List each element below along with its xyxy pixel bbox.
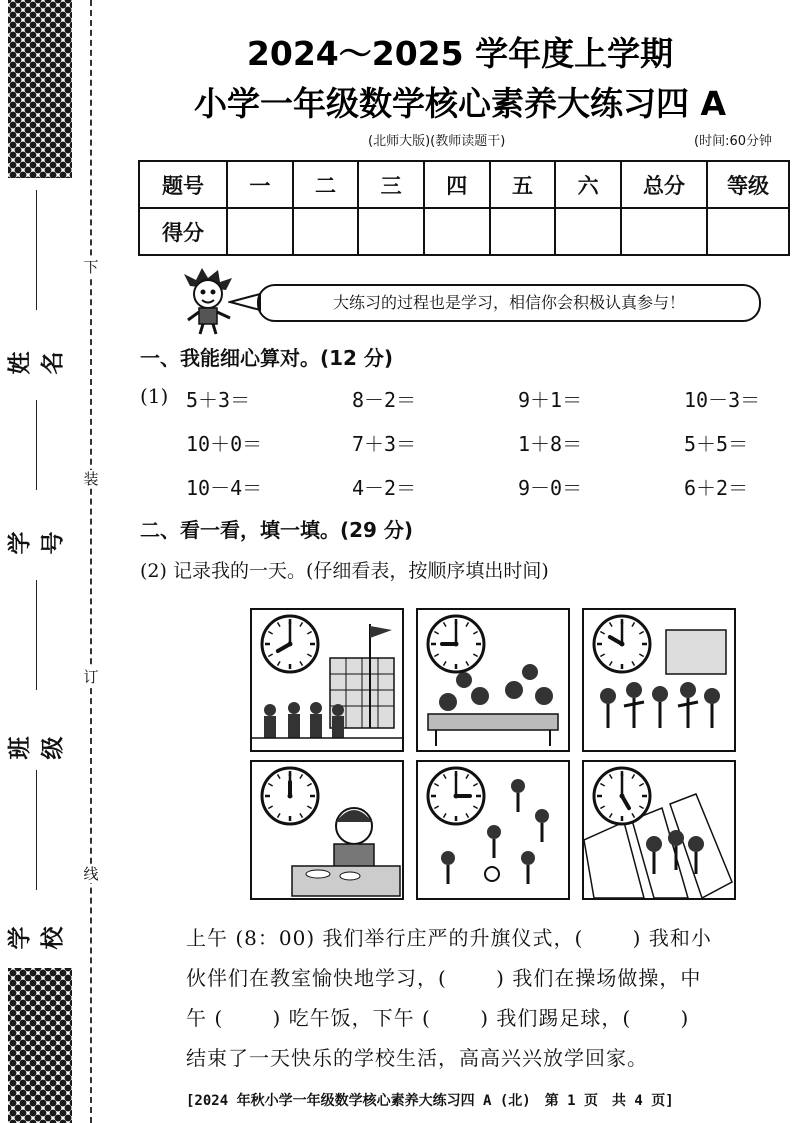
equation: 5＋5＝ [684,432,749,456]
equation: 7＋3＝ [352,432,417,456]
clock-icon [262,616,318,672]
score-table [138,160,790,256]
score-header-cell: 等级 [707,161,789,208]
school-blank [36,770,37,890]
class-blank [36,580,37,690]
clock-icon [594,768,650,824]
cut-mark-1: 下 [83,258,99,276]
id-blank [36,400,37,490]
story-line-4: 结束了一天快乐的学校生活，高高兴兴放学回家。 [186,1046,648,1070]
score-header-cell: 二 [293,161,359,208]
score-header-cell: 四 [424,161,490,208]
scene-lunch [250,760,404,900]
score-input-cell[interactable] [555,208,621,255]
clock-icon [428,616,484,672]
page-footer: [2024 年秋小学一年级数学核心素养大练习四 A (北) 第 1 页 共 4 页] [186,1093,674,1109]
equation: 10－4＝ [186,476,263,500]
page-title: 2024～2025 学年度上学期 [246,34,674,73]
scene-going-home [582,760,736,900]
question-number: (1) [140,384,169,408]
story-line-2: 伙伴们在教室愉快地学习，( ) 我们在操场做操，中 [186,966,702,990]
equation: 8－2＝ [352,388,417,412]
equation: 9－0＝ [518,476,583,500]
score-header-cell: 六 [555,161,621,208]
score-input-cell[interactable] [424,208,490,255]
time-note: (时间:60分钟 [694,134,772,149]
equation: 10＋0＝ [186,432,263,456]
binding-pattern-bottom [8,968,72,1123]
score-input-cell[interactable] [707,208,789,255]
equation: 10－3＝ [684,388,761,412]
score-input-cell[interactable] [293,208,359,255]
scene-exercise [582,608,736,752]
score-header-cell: 三 [358,161,424,208]
encouragement-bubble: 大练习的过程也是学习，相信你会积极认真参与！ [257,284,761,322]
score-row-label: 得分 [139,208,227,255]
clock-icon [594,616,650,672]
school-label: 学校 [7,926,66,950]
cut-line [90,0,92,1123]
binding-pattern-top [8,0,72,178]
scene-football [416,760,570,900]
section1-title: 一、我能细心算对。(12 分) [140,346,394,370]
id-label: 学号 [7,531,66,555]
cut-mark-2: 装 [83,470,99,488]
equation: 5＋3＝ [186,388,251,412]
section2-title: 二、看一看，填一填。(29 分) [140,518,414,542]
story-line-3: 午 ( ) 吃午饭，下午 ( ) 我们踢足球，( ) [186,1006,690,1030]
name-label: 姓名 [7,351,66,375]
scene-flag-raising [250,608,404,752]
class-label: 班级 [7,736,66,760]
score-input-cell[interactable] [490,208,556,255]
clock-icon [428,768,484,824]
clock-icon [262,768,318,824]
equation: 6＋2＝ [684,476,749,500]
equation: 4－2＝ [352,476,417,500]
edition-note: (北师大版)(教师读题干) [368,134,506,149]
page-subtitle: 小学一年级数学核心素养大练习四 A [193,84,727,123]
score-header-cell: 总分 [621,161,707,208]
name-blank [36,190,37,310]
score-input-cell[interactable] [358,208,424,255]
scene-classroom [416,608,570,752]
score-header-cell: 题号 [139,161,227,208]
story-line-1: 上午 (8：00) 我们举行庄严的升旗仪式，( ) 我和小 [186,926,712,950]
cut-mark-4: 线 [83,865,99,883]
cut-mark-3: 订 [83,668,99,686]
score-header-cell: 五 [490,161,556,208]
score-input-cell[interactable] [621,208,707,255]
score-header-cell: 一 [227,161,293,208]
equation: 9＋1＝ [518,388,583,412]
section2-instruction: (2) 记录我的一天。(仔细看表，按顺序填出时间) [140,560,549,582]
score-input-cell[interactable] [227,208,293,255]
equation: 1＋8＝ [518,432,583,456]
